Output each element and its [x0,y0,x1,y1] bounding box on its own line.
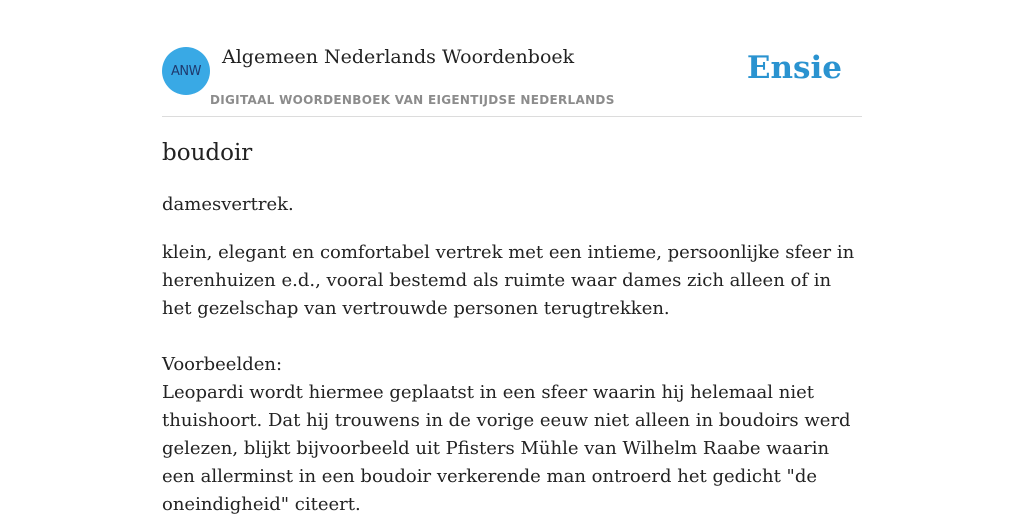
dictionary-title: Algemeen Nederlands Woordenboek [222,46,575,68]
example-text: Leopardi wordt hiermee geplaatst in een sfeer waarin hij helemaal niet thuishoort. Dat hij trouwens in de vorige eeuw niet alleen in boudoirs werd gelezen, blijkt bijvoorbeeld uit Pfisters Mühle van Wilhelm Raabe waarin een allerminst in een boudoir verkerende man ontroerd het gedicht "de oneindigheid" citeert. [162,382,851,515]
entry-term: boudoir [162,140,253,166]
anw-logo[interactable] [162,47,210,95]
page [162,0,862,515]
paragraph-gap [162,323,862,351]
entry-body [162,239,862,519]
examples-label: Voorbeelden: [162,354,283,375]
definition-text: klein, elegant en comfortabel vertrek met een intieme, persoonlijke sfeer in herenhuizen e.d., vooral bestemd als ruimte waar dames zich alleen of in het gezelschap van vertrouwde personen terugtrekken. [162,242,855,319]
short-definition: damesvertrek. [162,194,294,215]
ensie-brand-link[interactable]: Ensie [746,50,842,86]
dictionary-subtitle: DIGITAAL WOORDENBOEK VAN EIGENTIJDSE NEDERLANDS [210,93,615,107]
logo-text: ANW [171,63,201,79]
site-header [162,0,862,117]
